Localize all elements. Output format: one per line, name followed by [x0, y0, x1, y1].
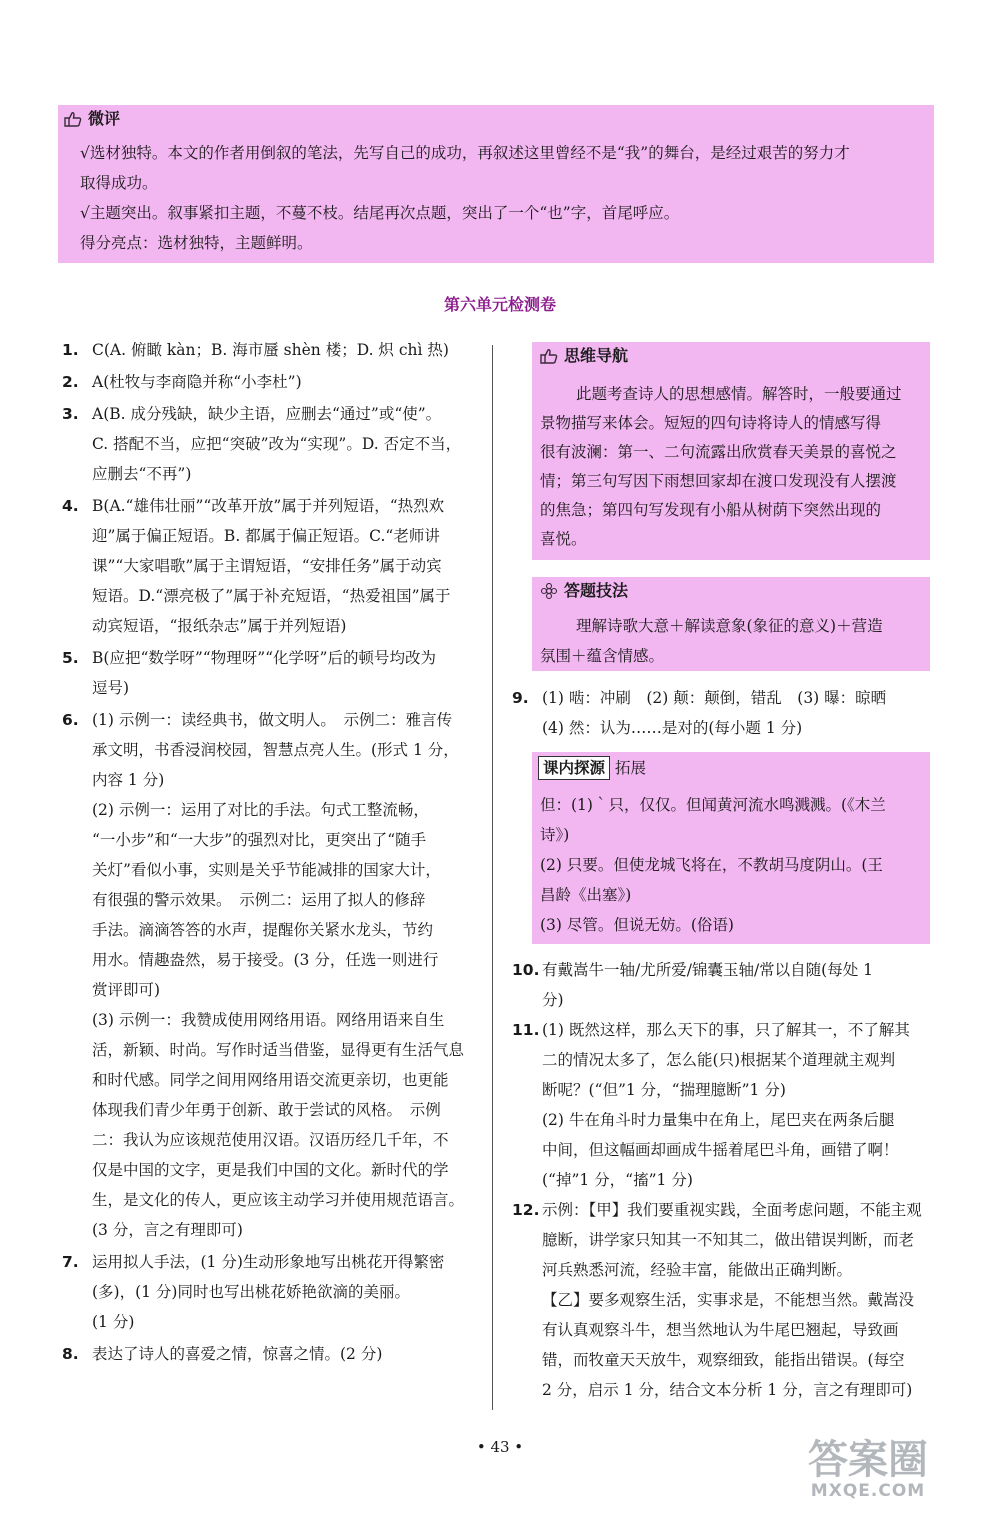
- item-line: 分): [542, 991, 564, 1009]
- item-number: 8.: [62, 1345, 79, 1363]
- item-line: 2 分，启示 1 分，结合文本分析 1 分，言之有理即可): [542, 1381, 913, 1399]
- item-line: (3 分，言之有理即可): [92, 1221, 243, 1239]
- review-heading-text: 微评: [88, 109, 121, 128]
- extension-line: 但：(1)｀只，仅仅。但闻黄河流水鸣溅溅。(《木兰: [540, 796, 886, 814]
- technique-text: [540, 611, 926, 671]
- technique-line: 氛围＋蕴含情感。: [540, 647, 665, 665]
- section-title: 第六单元检测卷: [443, 295, 556, 314]
- item-line: 【乙】要多观察生活，实事求是，不能想当然。戴嵩没: [542, 1291, 915, 1309]
- technique-heading-text: 答题技法: [564, 581, 629, 600]
- item-line: [512, 1015, 942, 1045]
- thinking-line: 景物描写来体会。短短的四句诗将诗人的情感写得: [540, 414, 882, 432]
- right-column: [512, 955, 942, 1405]
- item-line: 有认真观察斗牛，想当然地认为牛尾巴翘起，导致画: [542, 1321, 899, 1339]
- item-line: 内容 1 分): [92, 771, 165, 789]
- item-line-text: (1) 既然这样，那么天下的事，只了解其一，不了解其: [542, 1021, 910, 1039]
- answer-item: [62, 705, 482, 1245]
- item-line: C. 搭配不当，应把“突破”改为“实现”。D. 否定不当，: [92, 435, 462, 453]
- item-line: 体现我们青少年勇于创新、敢于尝试的风格。 示例: [92, 1101, 441, 1119]
- item-line: (1) 啮：冲刷 (2) 颠：颠倒，错乱 (3) 曝：晾晒: [542, 689, 887, 707]
- thinking-line: 此题考查诗人的思想感情。解答时，一般要通过: [576, 385, 902, 403]
- item-line: [62, 1247, 482, 1277]
- item-line: 有很强的警示效果。 示例二：运用了拟人的修辞: [92, 891, 426, 909]
- item-number: 10.: [512, 961, 540, 979]
- watermark-sub: MXQE.COM: [810, 1481, 926, 1501]
- item-line: 河兵熟悉河流，经验丰富，能做出正确判断。: [542, 1261, 853, 1279]
- review-line: √主题突出。叙事紧扣主题，不蔓不枝。结尾再次点题，突出了一个“也”字，首尾呼应。: [80, 204, 680, 222]
- item-line: 手法。滴滴答答的水声，提醒你关紧水龙头，节约: [92, 921, 434, 939]
- answer-item: [62, 491, 482, 641]
- item-number: 12.: [512, 1201, 540, 1219]
- item-line: [62, 705, 482, 735]
- item-line-text: 示例：【甲】我们要重视实践，全面考虑问题，不能主观: [542, 1201, 922, 1219]
- item-line: 关灯”看似小事，实则是关乎节能减排的国家大计，: [92, 861, 441, 879]
- thinking-line: 情；第三句写因下雨想回家却在渡口发现没有人摆渡: [540, 472, 897, 490]
- item-number: 4.: [62, 497, 79, 515]
- answer-item: [62, 399, 482, 489]
- page-number: • 43 •: [476, 1438, 524, 1456]
- item-line: (1 分): [92, 1313, 135, 1331]
- item-line: 和时代感。同学之间用网络用语交流更亲切，也更能: [92, 1071, 449, 1089]
- review-heading: [64, 106, 120, 132]
- item-line: 二的情况太多了，怎么能(只)根据某个道理就主观判: [542, 1051, 896, 1069]
- item-line-text: A(杜牧与李商隐并称“小李杜”): [92, 373, 302, 391]
- item-line-text: (1) 示例一：读经典书，做文明人。 示例二：雅言传: [92, 711, 453, 729]
- item-number: 2.: [62, 373, 79, 391]
- item-number: 3.: [62, 405, 79, 423]
- item-line: [62, 1339, 482, 1369]
- thinking-line: 的焦急；第四句写发现有小船从树荫下突然出现的: [540, 501, 882, 519]
- answer-item: [512, 955, 942, 1015]
- thinking-text: [540, 380, 926, 554]
- extension-line: (3) 尽管。但说无妨。(俗语): [540, 916, 734, 934]
- extension-text: [540, 790, 930, 940]
- item-line: 错，而牧童天天放牛，观察细致，能指出错误。(每空: [542, 1351, 905, 1369]
- column-divider: [492, 345, 493, 1410]
- answer-item: [62, 335, 482, 365]
- thinking-line: 喜悦。: [540, 530, 587, 548]
- item-line: 迎”属于偏正短语。B. 都属于偏正短语。C.“老师讲: [92, 527, 440, 545]
- item-number: 6.: [62, 711, 79, 729]
- extension-line: 昌龄《出塞》): [540, 886, 632, 904]
- extension-heading: [538, 755, 646, 781]
- item-line: 动宾短语，“报纸杂志”属于并列短语): [92, 617, 347, 635]
- item-line-text: 表达了诗人的喜爱之情，惊喜之情。(2 分): [92, 1345, 383, 1363]
- review-line: √选材独特。本文的作者用倒叙的笔法，先写自己的成功，再叙述这里曾经不是“我”的舞台，是经过艰苦的努力才: [80, 144, 850, 162]
- thumbs-up-icon: [540, 348, 558, 364]
- item-line: 课”“大家唱歌”属于主谓短语，“安排任务”属于动宾: [92, 557, 442, 575]
- item-number: 5.: [62, 649, 79, 667]
- item-line: [62, 399, 482, 429]
- thinking-line: 很有波澜：第一、二句流露出欣赏春天美景的喜悦之: [540, 443, 897, 461]
- thumbs-up-icon: [64, 111, 82, 127]
- item-line: 活，新颖、时尚。写作时适当借鉴，显得更有生活气息: [92, 1041, 465, 1059]
- item-line: [512, 955, 942, 985]
- item-line-text: B(A.“雄伟壮丽”“改革开放”属于并列短语，“热烈欢: [92, 497, 445, 515]
- thinking-heading-text: 思维导航: [564, 346, 629, 365]
- item-line: 短语。D.“漂亮极了”属于补充短语，“热爱祖国”属于: [92, 587, 451, 605]
- item-line: (2) 牛在角斗时力量集中在角上，尾巴夹在两条后腿: [542, 1111, 895, 1129]
- answer-item-9: [512, 683, 942, 743]
- extension-tag-suffix: 拓展: [614, 759, 646, 777]
- item-line: [62, 491, 482, 521]
- answer-item: [62, 1339, 482, 1369]
- item-line: [62, 335, 482, 365]
- item-number: 7.: [62, 1253, 79, 1271]
- extension-tag: 课内探源: [538, 756, 610, 780]
- item-number: 1.: [62, 341, 79, 359]
- review-text: [80, 138, 930, 258]
- item-line: (3) 示例一：我赞成使用网络用语。网络用语来自生: [92, 1011, 445, 1029]
- item-line-text: A(B. 成分残缺，缺少主语，应删去“通过”或“使”。: [92, 405, 442, 423]
- item-line: 应删去“不再”): [92, 465, 192, 483]
- item-line: “一小步”和“一大步”的强烈对比，更突出了“随手: [92, 831, 427, 849]
- item-line: (多)，(1 分)同时也写出桃花娇艳欲滴的美丽。: [92, 1283, 410, 1301]
- item-line: 赏评即可): [92, 981, 161, 999]
- item-line: 仅是中国的文字，更是我们中国的文化。新时代的学: [92, 1161, 449, 1179]
- item-line: 用水。情趣盎然，易于接受。(3 分，任选一则进行: [92, 951, 439, 969]
- item-line: (“掉”1 分，“搐”1 分): [542, 1171, 693, 1189]
- item-line-text: 有戴嵩牛一轴/尤所爱/锦囊玉轴/常以自随(每处 1: [542, 961, 874, 979]
- item-line-text: B(应把“数学呀”“物理呀”“化学呀”后的顿号均改为: [92, 649, 436, 667]
- item-line: 生，是文化的传人，更应该主动学习并使用规范语言。: [92, 1191, 465, 1209]
- item-line: (2) 示例一：运用了对比的手法。句式工整流畅，: [92, 801, 429, 819]
- flower-icon: [540, 583, 558, 599]
- item-line: 臆断，讲学家只知其一不知其二，做出错误判断，而老: [542, 1231, 915, 1249]
- left-column: [62, 335, 482, 1371]
- item-line: (4) 然：认为……是对的(每小题 1 分): [542, 719, 803, 737]
- item-number: 11.: [512, 1021, 540, 1039]
- item-line: 二：我认为应该规范使用汉语。汉语历经几千年，不: [92, 1131, 449, 1149]
- item-line: 中间，但这幅画却画成牛摇着尾巴斗角，画错了啊！: [542, 1141, 899, 1159]
- item-line-text: C(A. 俯瞰 kàn；B. 海市蜃 shèn 楼；D. 炽 chì 热): [92, 341, 449, 359]
- answer-item: [62, 1247, 482, 1337]
- item-line: [512, 1195, 942, 1225]
- item-line: 断呢？(“但”1 分，“揣理臆断”1 分): [542, 1081, 786, 1099]
- answer-item: [62, 367, 482, 397]
- answer-item: [62, 643, 482, 703]
- thinking-heading: [540, 343, 628, 369]
- extension-line: 诗》): [540, 826, 570, 844]
- item-line: [62, 367, 482, 397]
- item-number: 9.: [512, 689, 529, 707]
- item-line: 承文明，书香浸润校园，智慧点亮人生。(形式 1 分，: [92, 741, 459, 759]
- technique-line: 理解诗歌大意＋解读意象(象征的意义)＋营造: [576, 617, 883, 635]
- item-line-text: 运用拟人手法，(1 分)生动形象地写出桃花开得繁密: [92, 1253, 445, 1271]
- review-line: 得分亮点：选材独特，主题鲜明。: [80, 234, 313, 252]
- review-line: 取得成功。: [80, 174, 158, 192]
- technique-heading: [540, 578, 628, 604]
- item-line: [62, 643, 482, 673]
- answer-item: [512, 1015, 942, 1195]
- watermark-main: 答案圈: [808, 1437, 928, 1483]
- site-watermark-logo: [758, 1437, 978, 1510]
- answer-item: [512, 1195, 942, 1405]
- extension-line: (2) 只要。但使龙城飞将在，不教胡马度阴山。(王: [540, 856, 883, 874]
- item-line: 逗号): [92, 679, 130, 697]
